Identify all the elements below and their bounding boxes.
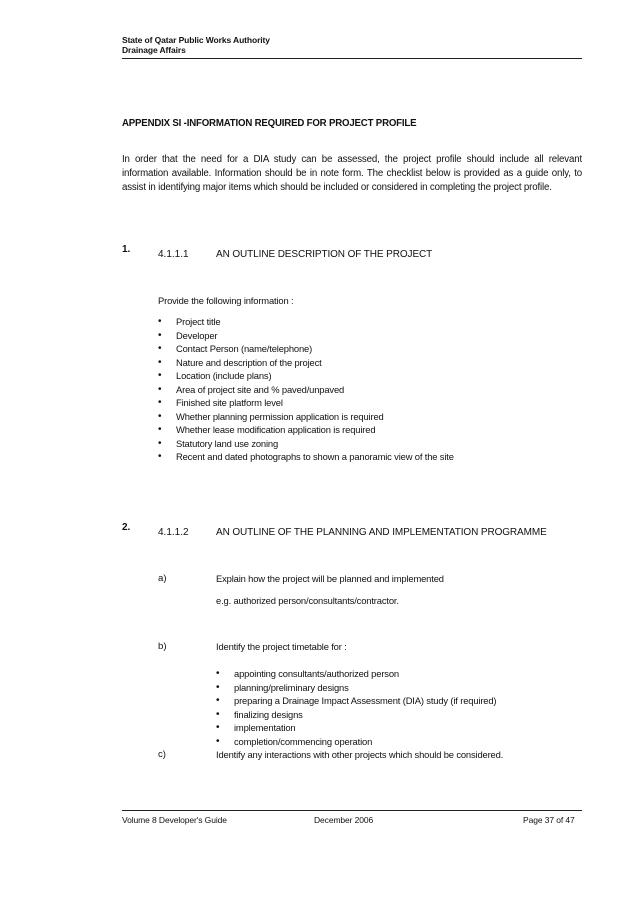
footer-volume: Volume 8 Developer's Guide [122, 815, 227, 825]
footer-page-number: Page 37 of 47 [523, 815, 575, 825]
item-b-label: b) [158, 641, 167, 652]
header-organization: State of Qatar Public Works Authority [122, 35, 270, 45]
header-rule [122, 58, 582, 59]
list-item: • planning/preliminary designs [216, 681, 576, 695]
list-item: • finalizing designs [216, 708, 576, 722]
item-b-text: Identify the project timetable for : [216, 641, 347, 652]
list-item: • Contact Person (name/telephone) [158, 342, 578, 356]
item-b-list [216, 667, 576, 748]
item-a-example: e.g. authorized person/consultants/contractor. [216, 595, 399, 606]
section-1-list [158, 315, 578, 464]
footer-date: December 2006 [314, 815, 374, 825]
list-item: • Developer [158, 329, 578, 343]
list-item: • Project title [158, 315, 578, 329]
section-1-heading: AN OUTLINE DESCRIPTION OF THE PROJECT [216, 249, 433, 260]
intro-paragraph: In order that the need for a DIA study can be assessed, the project profile should include all relevant information available. Information should be in note form. The checklist below is provided as a guide only, to assist in identifying major items which should be included or considered in completing the project profile. [122, 154, 582, 193]
list-item: • completion/commencing operation [216, 735, 576, 749]
list-item: • Area of project site and % paved/unpaved [158, 383, 578, 397]
list-item: • appointing consultants/authorized person [216, 667, 576, 681]
item-a-text: Explain how the project will be planned and implemented [216, 573, 444, 584]
section-1-lead: Provide the following information : [158, 295, 294, 306]
section-2-code: 4.1.1.2 [158, 527, 189, 538]
item-c-text: Identify any interactions with other projects which should be considered. [216, 749, 504, 760]
list-item: • preparing a Drainage Impact Assessment (DIA) study (if required) [216, 694, 576, 708]
list-item: • Finished site platform level [158, 396, 578, 410]
list-item: • Recent and dated photographs to shown a panoramic view of the site [158, 450, 578, 464]
section-1-number: 1. [122, 244, 131, 255]
item-a-label: a) [158, 573, 167, 584]
section-1-code: 4.1.1.1 [158, 249, 189, 260]
footer-rule [122, 810, 582, 811]
page-title: APPENDIX SI -INFORMATION REQUIRED FOR PROJECT PROFILE [122, 117, 417, 129]
item-c-label: c) [158, 749, 166, 760]
list-item: • implementation [216, 721, 576, 735]
list-item: • Location (include plans) [158, 369, 578, 383]
list-item: • Statutory land use zoning [158, 437, 578, 451]
header-department: Drainage Affairs [122, 45, 186, 55]
list-item: • Whether lease modification application is required [158, 423, 578, 437]
list-item: • Nature and description of the project [158, 356, 578, 370]
list-item: • Whether planning permission application is required [158, 410, 578, 424]
section-2-number: 2. [122, 522, 131, 533]
section-2-heading: AN OUTLINE OF THE PLANNING AND IMPLEMENTATION PROGRAMME [216, 527, 547, 538]
